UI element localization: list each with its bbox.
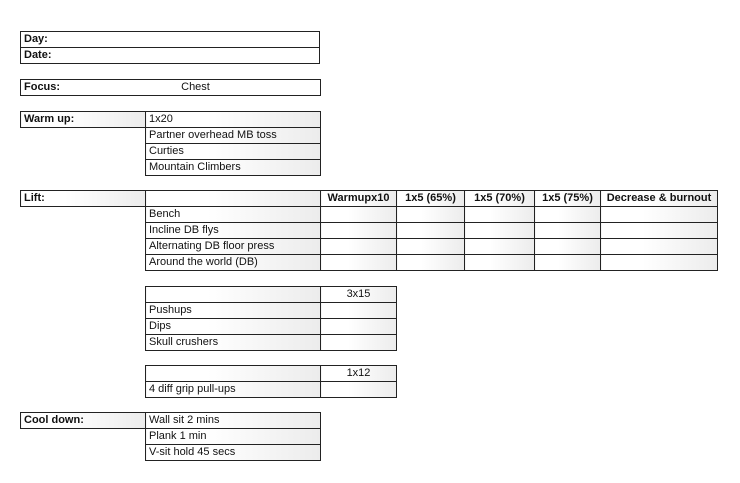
table-row	[146, 335, 397, 351]
lift-exercise: Incline DB flys	[146, 223, 321, 239]
cooldown-label: Cool down:	[21, 413, 146, 429]
warmup-table	[20, 111, 321, 176]
superset-2-exercise: 4 diff grip pull-ups	[146, 382, 321, 398]
table-row	[146, 319, 397, 335]
lift-label: Lift:	[21, 191, 146, 207]
focus-table	[20, 79, 321, 96]
superset-1-exercise: Pushups	[146, 303, 321, 319]
table-row	[21, 239, 718, 255]
focus-label: Focus:	[21, 80, 146, 96]
superset-1-exercise: Dips	[146, 319, 321, 335]
cooldown-item: V-sit hold 45 secs	[146, 445, 321, 461]
superset-1-scheme: 3x15	[321, 287, 397, 303]
lift-column-header: Decrease & burnout	[601, 191, 718, 207]
lift-column-header: 1x5 (70%)	[465, 191, 535, 207]
superset-2-header-blank	[146, 366, 321, 382]
lift-exercise: Alternating DB floor press	[146, 239, 321, 255]
focus-value	[146, 80, 321, 96]
lift-column-header: 1x5 (65%)	[397, 191, 465, 207]
warmup-item: Partner overhead MB toss	[146, 128, 321, 144]
warmup-label: Warm up:	[21, 112, 146, 128]
lift-column-header: Warmupx10	[321, 191, 397, 207]
lift-header-blank	[146, 191, 321, 207]
superset-1-header-blank	[146, 287, 321, 303]
lift-column-header: 1x5 (75%)	[535, 191, 601, 207]
day-label: Day:	[21, 32, 320, 48]
day-date-table	[20, 31, 320, 64]
cooldown-table	[20, 412, 321, 461]
superset-2-scheme: 1x12	[321, 366, 397, 382]
warmup-item: 1x20	[146, 112, 321, 128]
warmup-item: Curties	[146, 144, 321, 160]
warmup-item: Mountain Climbers	[146, 160, 321, 176]
lift-exercise: Around the world (DB)	[146, 255, 321, 271]
lift-exercise: Bench	[146, 207, 321, 223]
cooldown-item: Plank 1 min	[146, 429, 321, 445]
table-row	[146, 382, 397, 398]
table-row	[21, 255, 718, 271]
superset-1-table	[145, 286, 397, 351]
table-row	[21, 223, 718, 239]
lift-table	[20, 190, 718, 271]
superset-1-exercise: Skull crushers	[146, 335, 321, 351]
superset-2-table	[145, 365, 397, 398]
table-row	[21, 207, 718, 223]
date-label: Date:	[21, 48, 320, 64]
table-row	[146, 303, 397, 319]
cooldown-item: Wall sit 2 mins	[146, 413, 321, 429]
focus-value-text: Chest	[181, 81, 210, 93]
